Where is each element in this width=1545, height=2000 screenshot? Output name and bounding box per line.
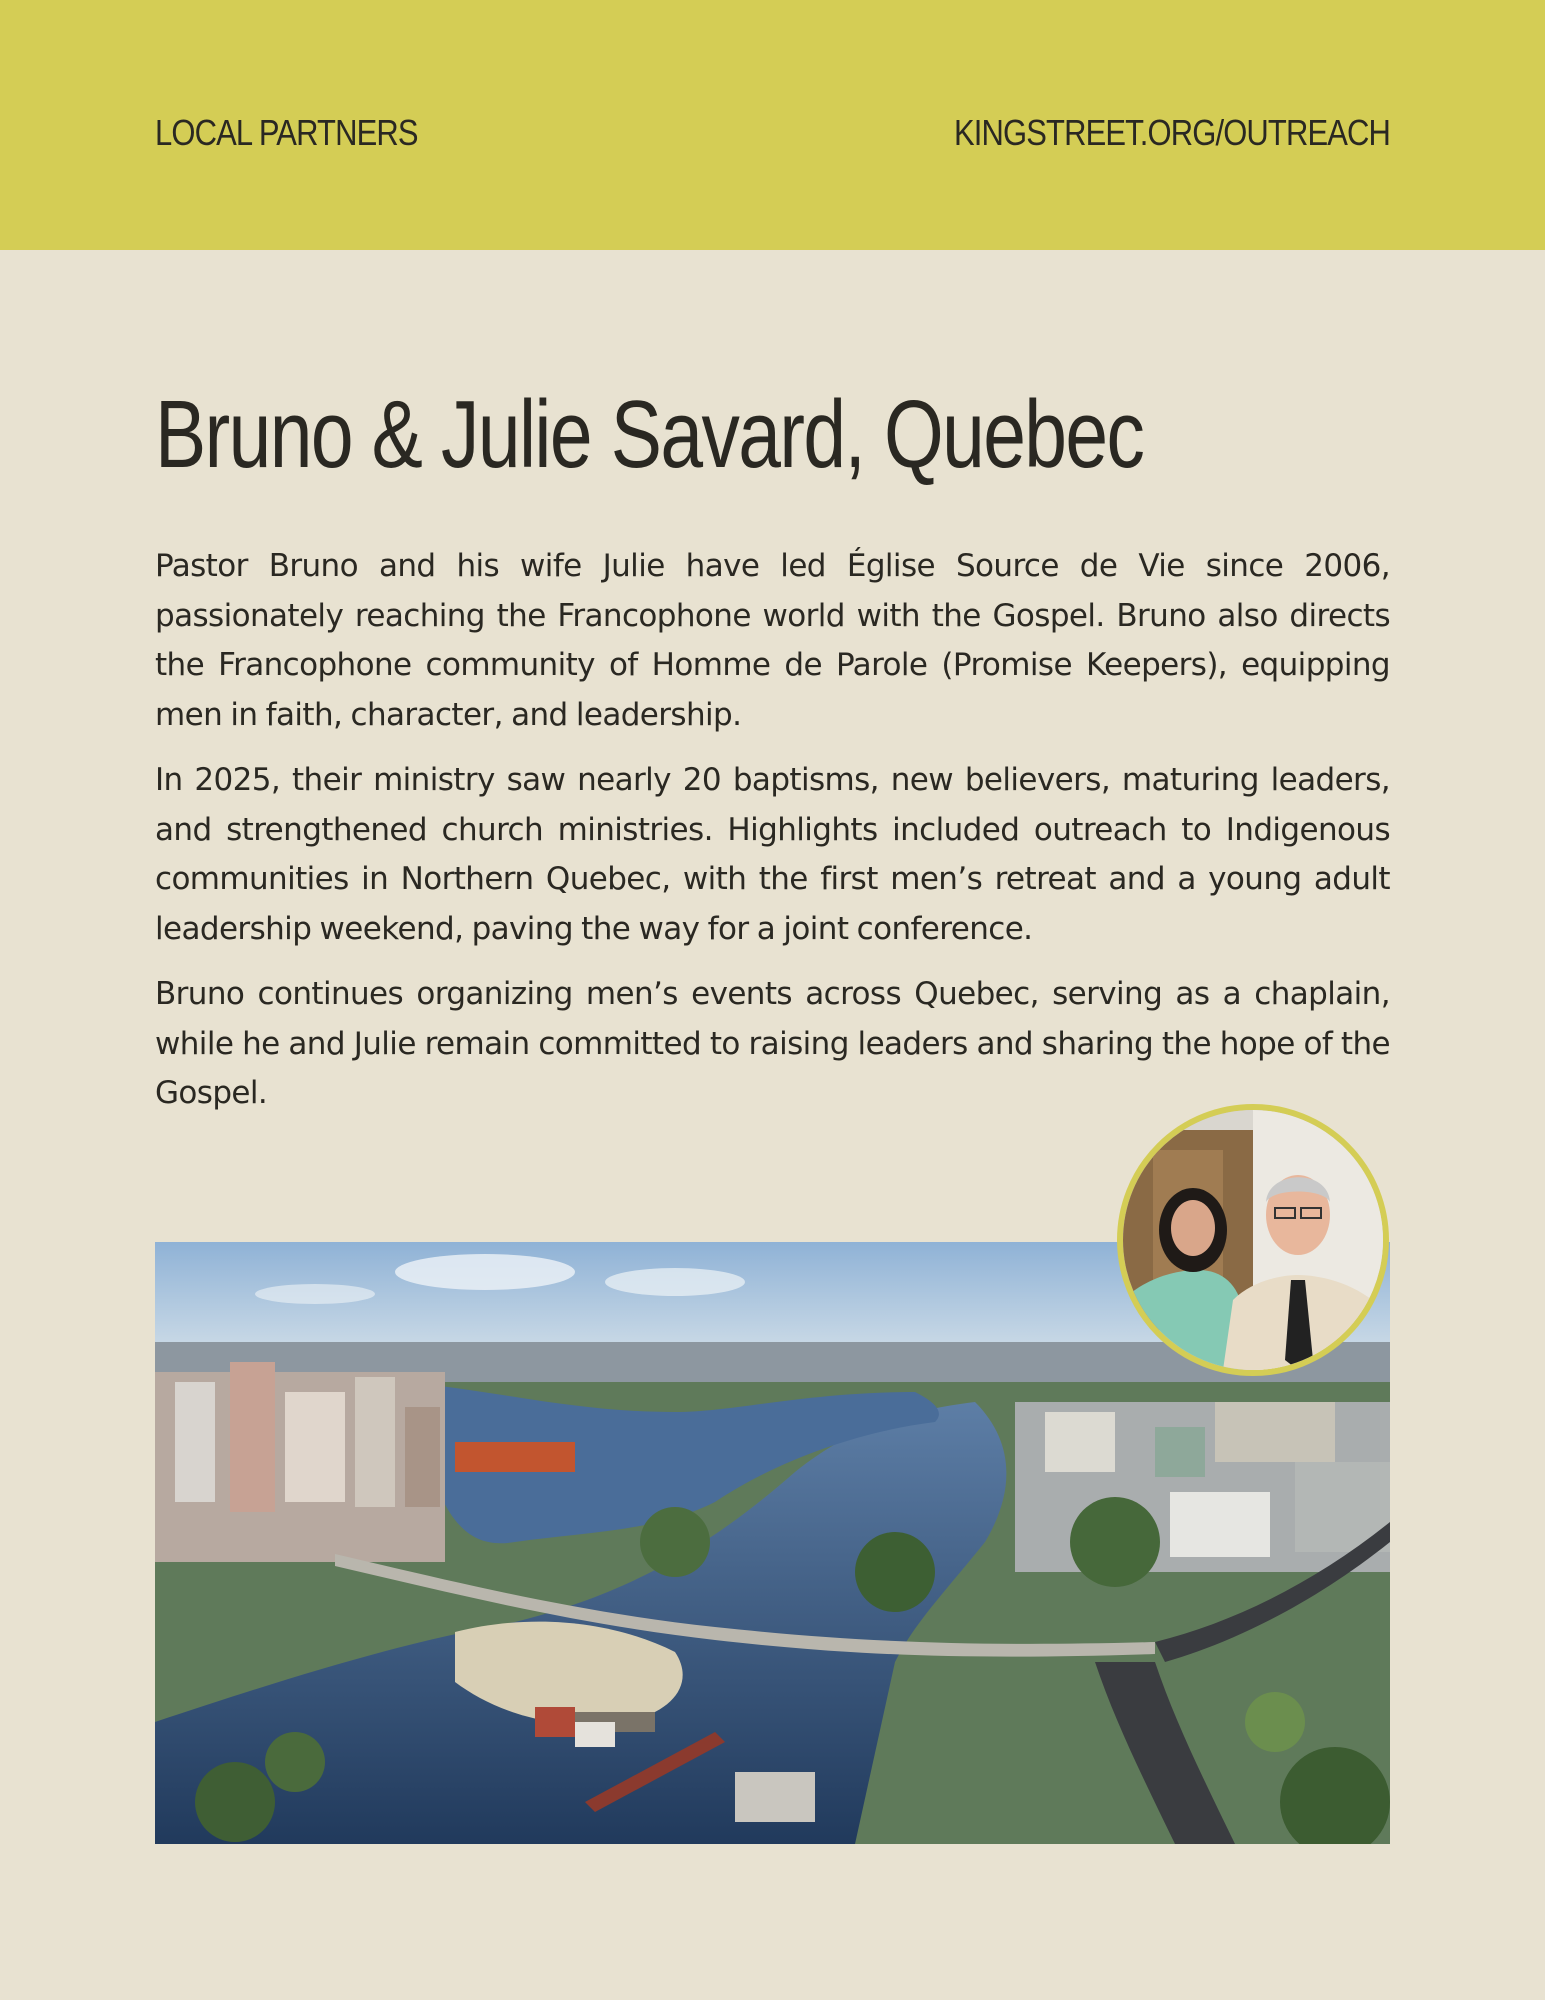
- page-title: Bruno & Julie Savard, Quebec: [155, 381, 1144, 488]
- paragraph-2: In 2025, their ministry saw nearly 20 baptisms, new believers, maturing leaders, and strengthened church ministries. Highlights included outreach to Indigenous communities in Northern Quebec, with the first men’s retreat and a young adult leadership weekend, paving the way for a joint conference.: [155, 762, 1390, 947]
- paragraph-3: Bruno continues organizing men’s events across Quebec, serving as a chaplain, while he and Julie remain committed to raising leaders and sharing the hope of the Gospel.: [155, 976, 1390, 1111]
- paragraph-1: Pastor Bruno and his wife Julie have led Église Source de Vie since 2006, passionately reaching the Francophone world with the Gospel. Bruno also directs the Francophone community of Homme de Parole (Promise Keepers), equipping men in faith, character, and leadership.: [155, 548, 1390, 733]
- pastor-couple-portrait: [1117, 1104, 1389, 1376]
- website-url[interactable]: KINGSTREET.ORG/OUTREACH: [953, 112, 1390, 153]
- article-body: [155, 542, 1390, 1135]
- section-label: LOCAL PARTNERS: [155, 112, 418, 153]
